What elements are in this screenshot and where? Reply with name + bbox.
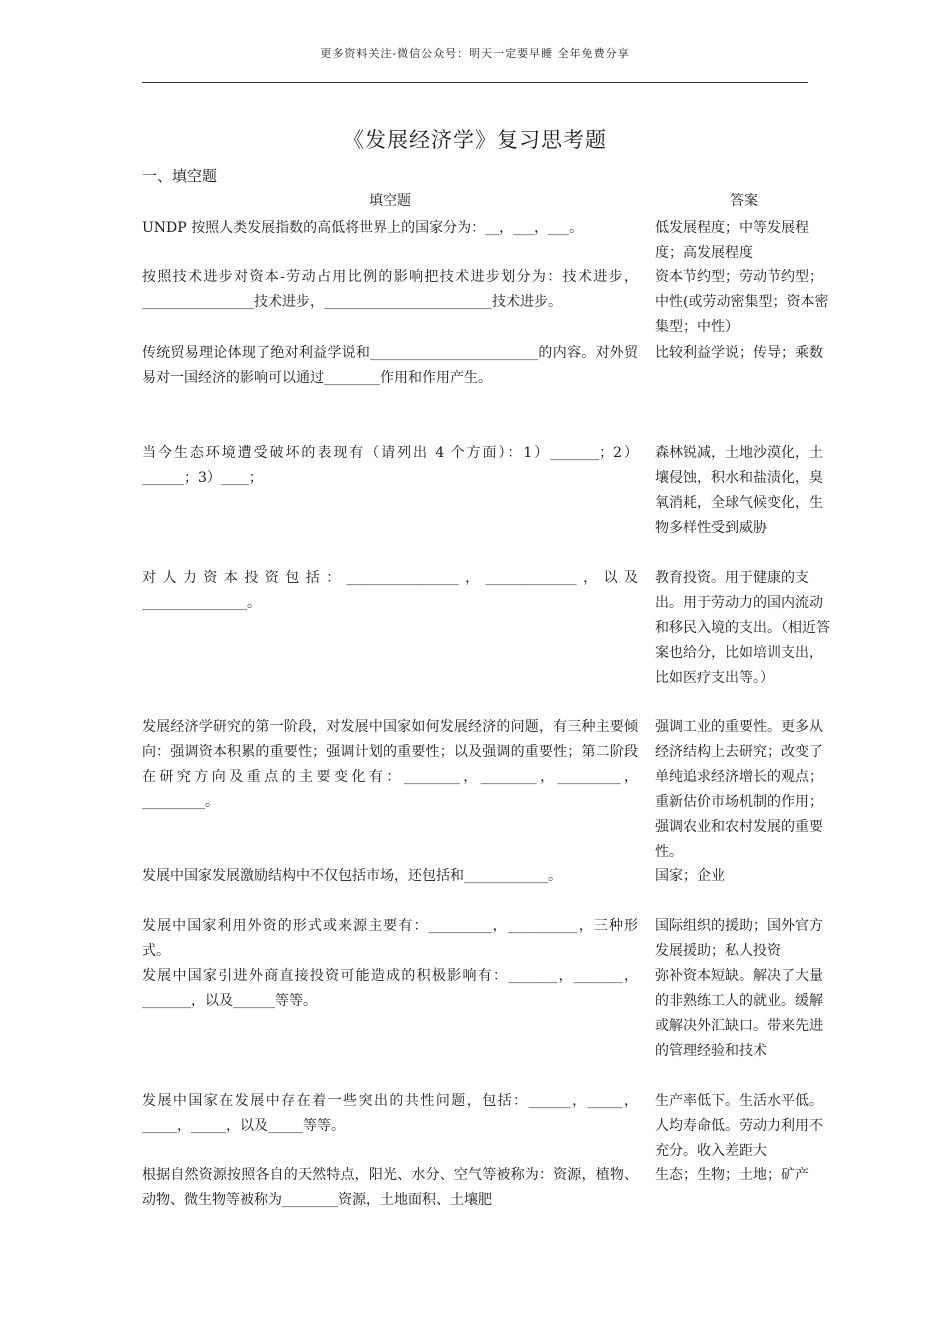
answer-6: 强调工业的重要性。更多从经济结构上去研究；改变了单纯追求经济增长的观点；重新估价市场机制的作用；强调农业和农村发展的重要性。 [655, 719, 823, 860]
question-3: 传统贸易理论体现了绝对利益学说和________________________的内容。对外贸易对一国经济的影响可以通过________作用和作用产生。 [142, 345, 638, 386]
question-10: 发展中国家在发展中存在着一些突出的共性问题，包括：______，_____，_____，_____，以及_____等等。 [142, 1093, 638, 1134]
question-4: 当今生态环境遭受破坏的表现有（请列出 4 个方面）：1）_______；2）______；3）____； [142, 445, 638, 486]
question-9: 发展中国家引进外商直接投资可能造成的积极影响有：_______，_______，_______，以及______等等。 [142, 968, 638, 1009]
question-11: 根据自然资源按照各自的天然特点，阳光、水分、空气等被称为：资源，植物、动物、微生物等被称为________资源，土地面积、土壤肥 [142, 1167, 638, 1208]
header-divider [142, 82, 808, 83]
question-5: 对人力资本投资包括：________________，_____________，以及_______________。 [142, 570, 638, 611]
answer-11: 生态；生物；土地；矿产 [655, 1167, 809, 1183]
answer-2: 资本节约型；劳动节约型；中性(或劳动密集型；资本密集型；中性） [655, 269, 829, 335]
answer-3: 比较利益学说；传导；乘数 [655, 345, 823, 361]
answer-8: 国际组织的援助；国外官方发展援助；私人投资 [655, 918, 823, 959]
question-8: 发展中国家利用外资的形式或来源主要有：_________，__________，三种形式。 [142, 918, 638, 959]
answer-1: 低发展程度；中等发展程度；高发展程度 [655, 220, 809, 261]
question-6: 发展经济学研究的第一阶段，对发展中国家如何发展经济的问题，有三种主要倾向：强调资本积累的重要性；强调计划的重要性；以及强调的重要性；第二阶段在研究方向及重点的主要变化有：________，________，_________，_________。 [142, 719, 638, 810]
header-note: 更多资料关注-微信公众号：明天一定要早睡 全年免费分享 [320, 47, 630, 60]
column-header-answer: 答案 [730, 193, 758, 209]
question-7: 发展中国家发展激励结构中不仅包括市场，还包括和____________。 [142, 868, 562, 884]
answer-10: 生产率低下。生活水平低。人均寿命低。劳动力利用不充分。收入差距大 [655, 1093, 823, 1159]
answer-9: 弥补资本短缺。解决了大量的非熟练工人的就业。缓解或解决外汇缺口。带来先进的管理经验和技术 [655, 968, 823, 1059]
section-heading: 一、填空题 [142, 167, 218, 185]
question-2: 按照技术进步对资本-劳动占用比例的影响把技术进步划分为：技术进步，________________技术进步，________________________技术进步。 [142, 269, 638, 310]
answer-4: 森林锐减，土地沙漠化，土壤侵蚀，积水和盐渍化，臭氧消耗，全球气候变化，生物多样性受到威胁 [655, 445, 823, 536]
question-1: UNDP 按照人类发展指数的高低将世界上的国家分为：__，___，___。 [142, 220, 584, 236]
page-title: 《发展经济学》复习思考题 [343, 128, 607, 152]
answer-5: 教育投资。用于健康的支出。用于劳动力的国内流动和移民入境的支出。（相近答案也给分，比如培训支出，比如医疗支出等。） [655, 570, 830, 686]
column-header-question: 填空题 [369, 193, 411, 209]
answer-7: 国家；企业 [655, 868, 725, 884]
